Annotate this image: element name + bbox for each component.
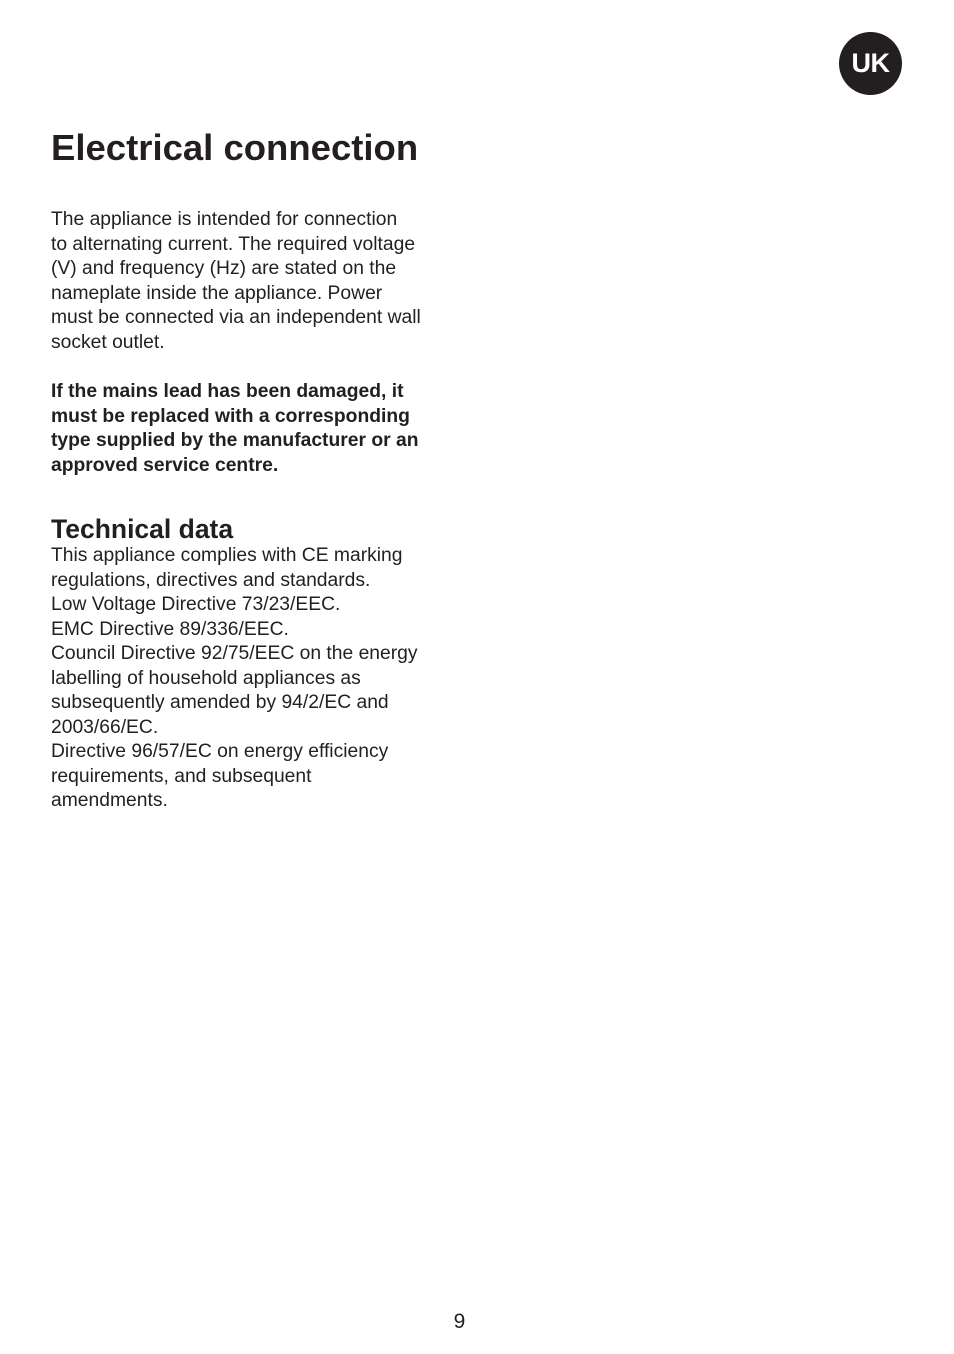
technical-data-heading: Technical data xyxy=(51,514,234,544)
language-badge: UK xyxy=(839,32,902,95)
intro-paragraph: The appliance is intended for connection to alternating current. The required voltage (V) and frequency (Hz) are stated on the nameplate inside the appliance. Power must be connected via an independent wall socket outlet. xyxy=(51,209,421,353)
technical-data-body: This appliance complies with CE marking regulations, directives and standards. Low Voltage Directive 73/23/EEC. EMC Directive 89/336/EEC. Council Directive 92/75/EEC on the energy labelling of household appliances as subsequently amended by 94/2/EC and 2003/66/EC. Directive 96/57/EC on energy efficiency requirements, and subsequent amendments. xyxy=(51,545,418,812)
warning-section xyxy=(51,380,451,478)
warning-paragraph: If the mains lead has been damaged, it must be replaced with a corresponding type supplied by the manufacturer or an approved service centre. xyxy=(51,381,419,476)
page-number: 9 xyxy=(453,1310,466,1333)
page-title: Electrical connection xyxy=(51,127,419,168)
intro-section xyxy=(51,208,451,355)
technical-data-section xyxy=(51,544,451,814)
